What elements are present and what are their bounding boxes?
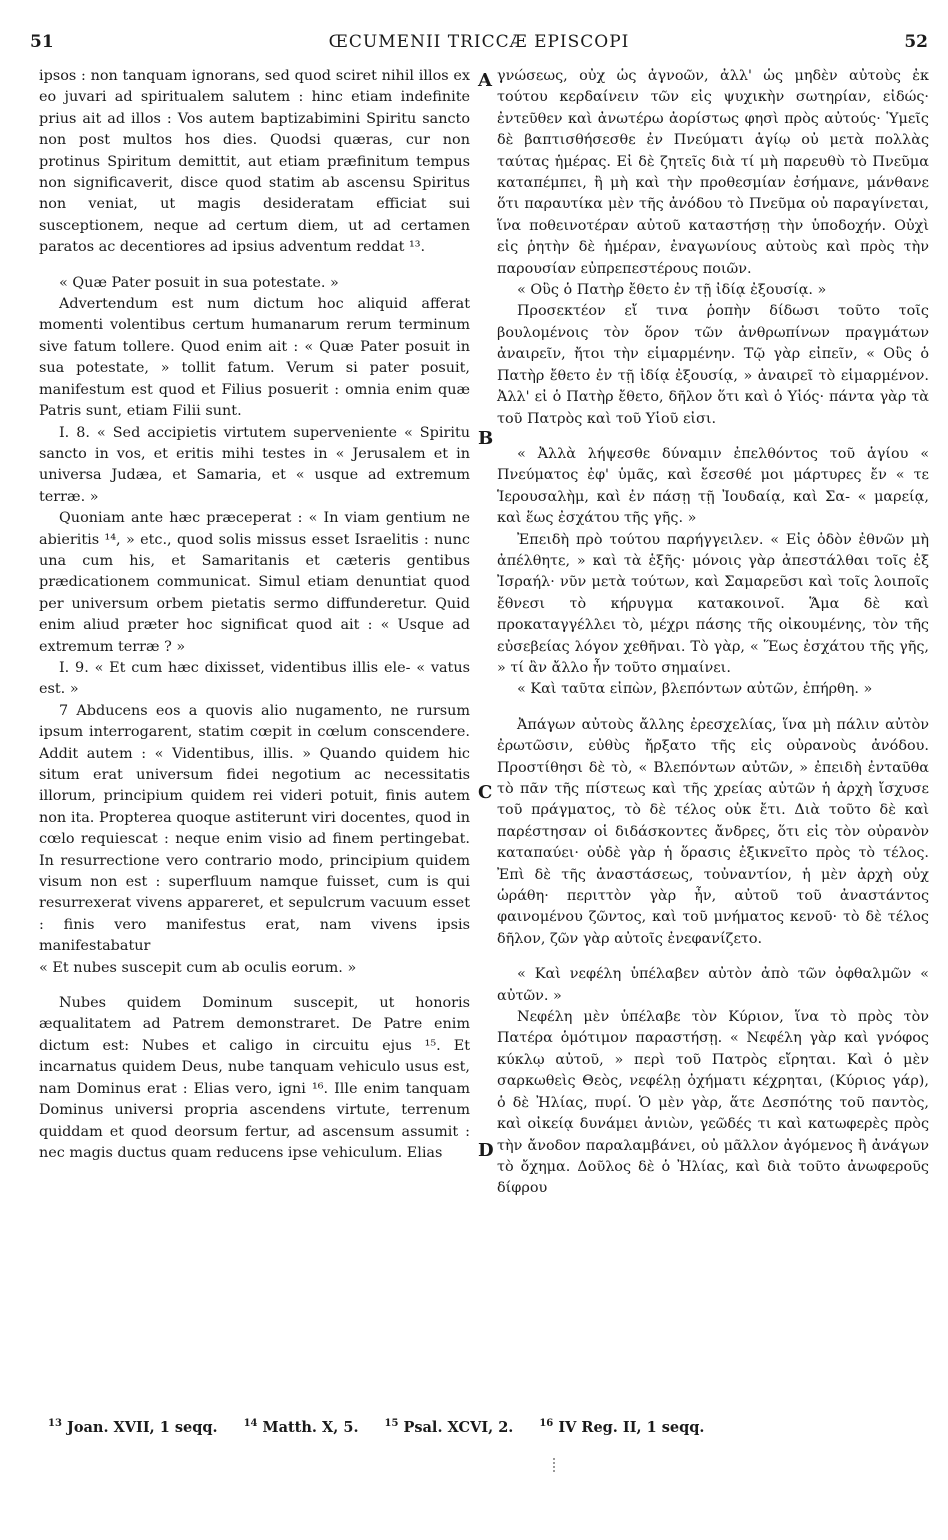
greek-paragraph: « Ἀλλὰ λήψεσθε δύναμιν ἐπελθόντος τοῦ ἁγίου « Πνεύματος ἐφ' ὑμᾶς, καὶ ἔσεσθέ μοι μάρτυρες ἔν « τε Ἱερουσαλὴμ, καὶ ἐν πάσῃ τῇ Ἰουδαίᾳ, καὶ Σα- « μαρείᾳ, καὶ ἕως ἐσχάτου τῆς γῆς. » (497, 445, 929, 527)
footnote-text: IV Reg. II, 1 seqq. (553, 1418, 705, 1436)
footnote (48, 1419, 218, 1436)
footnote-text: Joan. XVII, 1 seqq. (61, 1418, 218, 1436)
greek-column (497, 66, 929, 1200)
greek-paragraph: « Καὶ νεφέλη ὑπέλαβεν αὐτὸν ἀπὸ τῶν ὀφθαλμῶν « αὐτῶν. » (497, 966, 929, 1004)
latin-paragraph: I. 8. « Sed accipietis virtutem superveniente « Spiritu sancto in vos, et eritis mihi testes in « Jerusalem et in universa Judæa, et Samaria, et « usque ad extremum terræ. » (39, 424, 470, 505)
page-number-left: 51 (30, 32, 54, 52)
latin-column (39, 66, 470, 1164)
footnote-text: Psal. XCVI, 2. (398, 1418, 514, 1436)
greek-paragraph: Ἀπάγων αὐτοὺς ἄλλης ἐρεσχελίας, ἵνα μὴ πάλιν αὐτὸν ἐρωτῶσιν, εὐθὺς ἤρξατο τῆς εἰς οὐρανοὺς ἀνόδου. Προστίθησι δὲ τὸ, « Βλεπόντων αὐτῶν, » ἐπειδὴ ἐνταῦθα τὸ πᾶν τῆς πίστεως καὶ τῆς χρείας αὐτῶν ἡ ἀρχὴ ἴσχυσε τοῦ πράγματος, τὸ δὲ τέλος οὐκ ἔτι. Διὰ τοῦτο δὲ καὶ παρέστησαν οἱ διδάσκοντες ἄνδρες, ὅτι εἰς τὸν οὐρανὸν καταπαύει· οὐδὲ γὰρ ἡ ὅρασις ἐξικνεῖτο πρὸς τὸ τέλος. Ἐπὶ δὲ τῆς ἀναστάσεως, τοὐναντίον, ἡ μὲν ἀρχὴ οὐχ ὡράθη· περιττὸν γὰρ ἦν, αὐτοῦ τοῦ ἀναστάντος φαινομένου ζῶντος, καὶ τοῦ μνήματος κενοῦ· τὸ δὲ τέλος δῆλον, ζῶν γὰρ αὐτοῖς ἐνεφανίζετο. (497, 716, 929, 947)
greek-paragraph: γνώσεως, οὐχ ὡς ἀγνοῶν, ἀλλ' ὡς μηδὲν αὐτοὺς ἐκ τούτου κερδαίνειν τῶν εἰς ψυχικὴν σωτηρίαν, εἰδώς· ἐντεῦθεν καὶ ἀνωτέρω ἀορίστως φησὶ πρὸς αὐτούς· Ὑμεῖς δὲ βαπτισθήσεσθε ἐν Πνεύματι ἁγίῳ οὐ μετὰ πολλὰς ταύτας ἡμέρας. Εἰ δὲ ζητεῖς διὰ τί μὴ παρευθὺ τὸ Πνεῦμα καταπέμπει, ἢ μὴ καὶ τὴν προθεσμίαν ἐσήμανε, μάνθανε ὅτι παραυτίκα μὲν τῆς ἀνόδου τὸ Πνεῦμα οὐ παραγίνεται, ἵνα ποθεινοτέραν αὐτοῦ καταστήσῃ τὴν ὑποδοχήν. Οὐχὶ εἰς ῥητὴν δὲ ἡμέραν, ἐναγωνίους αὐτοὺς καὶ πρὸς τὴν παρουσίαν εὐπρεπεστέρους ποιῶν. (497, 68, 929, 277)
footnote (539, 1419, 704, 1436)
paragraph-gap (497, 950, 929, 964)
footnote-number: 13 (48, 1418, 62, 1429)
latin-paragraph: I. 9. « Et cum hæc dixisset, videntibus illis ele- « vatus est. » (39, 659, 470, 698)
footnote-text: Matth. X, 5. (257, 1418, 359, 1436)
latin-paragraph: ipsos : non tanquam ignorans, sed quod sciret nihil illos ex eo juvari ad spiritualem salutem : hinc etiam indefinite prius ait ad illos : Vos autem baptizabimini Spiritu sancto non post multos hos dies. Quodsi quæras, cur non protinus Spiritum demittit, aut etiam præfinitum tempus non significaverit, disce quod statim ab ascensu Spiritus non veniat, ut magis desideratam efficiat sui susceptionem, neque ad certum diem, ut ad certamen paratos ac decentiores ad ipsius adventum reddat ¹³. (39, 68, 470, 256)
paragraph-gap (39, 259, 470, 273)
running-title: ŒCUMENII TRICCÆ EPISCOPI (328, 32, 630, 52)
latin-paragraph: 7 Abducens eos a quovis alio nugamento, ne rursum ipsum interrogarent, statim cœpit in cœlum conscendere. Addit autem : « Videntibus, illis. » Quando quidem hic situm erat universum fidei negotium ac necessitatis illorum, principium quidem rei videri potuit, finis autem non ita. Propterea quoque astiterunt viri docentes, quod in cœlo requiescat : neque enim visio ad finem pertingebat. In resurrectione vero contrario modo, principium quidem visum non est : superfluum namque fuisset, cum is qui resurrexerat vivens appareret, et sepulcrum vacuum esset : finis vero manifestus erat, nam vivens ipsis manifestabatur (39, 702, 470, 955)
paragraph-gap (497, 701, 929, 715)
margin-marker-d: D (478, 1140, 494, 1161)
footnote-number: 14 (243, 1418, 258, 1429)
paragraph-gap (39, 979, 470, 993)
greek-paragraph: « Οὓς ὁ Πατὴρ ἔθετο ἐν τῇ ἰδίᾳ ἐξουσίᾳ. » (517, 282, 827, 299)
footnote-number: 16 (539, 1418, 554, 1429)
footnote-number: 15 (384, 1418, 399, 1429)
footnote (244, 1419, 359, 1436)
greek-paragraph: Ἐπειδὴ πρὸ τούτου παρήγγειλεν. « Εἰς ὁδὸν ἐθνῶν μὴ ἀπέλθητε, » καὶ τὰ ἑξῆς· μόνοις γὰρ ἀπεστάλθαι τοῖς ἐξ Ἰσραήλ· νῦν μετὰ τούτων, καὶ Σαμαρεῦσι καὶ τοῖς λοιποῖς ἔθνεσι τὸ κήρυγμα κατακοινοῖ. Ἅμα δὲ καὶ προκαταγγέλλει τὸ, μέχρι πάσης τῆς οἰκουμένης, τὸν τῆς εὐσεβείας λόγον χεθῆναι. Τὸ γὰρ, « Ἕως ἐσχάτου τῆς γῆς, » τί ἂν ἄλλο ἦν τοῦτο σημαίνει. (497, 531, 929, 676)
latin-paragraph: Nubes quidem Dominum suscepit, ut honoris æqualitatem ad Patrem demonstraret. De Patre enim dictum est: Nubes et caligo in circuitu ejus ¹⁵. Et incarnatus quidem Deus, nube tanquam vehiculo usus est, nam Dominus erat : Elias vero, igni ¹⁶. Ille enim tanquam Dominus universi propria ascendens virtute, terrenum quiddam et quod deorsum fertur, ad ascensum assumit : nec magis ductus quam reducens ipse vehiculum. Elias (39, 995, 470, 1161)
margin-marker-c: C (478, 782, 493, 803)
ink-smudge (553, 1458, 563, 1472)
running-header (30, 32, 928, 58)
greek-paragraph: « Καὶ ταῦτα εἰπὼν, βλεπόντων αὐτῶν, ἐπήρθη. » (517, 681, 873, 698)
greek-paragraph: Νεφέλη μὲν ὑπέλαβε τὸν Κύριον, ἵνα τὸ πρὸς τὸν Πατέρα ὁμότιμον παραστήσῃ. « Νεφέλη γὰρ καὶ γνόφος κύκλῳ αὐτοῦ, » περὶ τοῦ Πατρὸς εἴρηται. Καὶ ὁ μὲν σαρκωθεὶς Θεὸς, νεφέλῃ ὀχήματι κέχρηται, (Κύριος γάρ), ὁ δὲ Ἠλίας, πυρί. Ὁ μὲν γὰρ, ἅτε Δεσπότης τοῦ παντὸς, καὶ οἰκείᾳ δυνάμει ἀνιὼν, γεῶδές τι καὶ κατωφερὲς πρὸς τὴν ἄνοδον παραλαμβάνει, οὐ μᾶλλον ἀγόμενος ἢ ἀνάγων τὸ ὄχημα. Δοῦλος δὲ ὁ Ἠλίας, καὶ διὰ τοῦτο ἀνωφεροῦς δίφρου (497, 1009, 929, 1197)
page-number-right: 52 (904, 32, 928, 52)
paragraph-gap (497, 430, 929, 444)
margin-marker-a: A (478, 70, 492, 91)
latin-paragraph: « Et nubes suscepit cum ab oculis eorum. » (39, 959, 357, 976)
latin-paragraph: Advertendum est num dictum hoc aliquid afferat momenti volentibus certum humanarum rerum terminum sive fatum tollere. Quod enim ait : « Quæ Pater posuit in sua potestate, » tollit fatum. Verum si pater posuit, manifestum est quod et Filius posuerit : omnia enim quæ Patris sunt, etiam Filii sunt. (39, 296, 470, 420)
latin-paragraph: Quoniam ante hæc præceperat : « In viam gentium ne abieritis ¹⁴, » etc., quod solis missus esset Israelitis : nunc una cum his, et Samaritanis et cæteris gentibus prædicationem communicat. Simul etiam denuntiat quod per universum orbem pietatis sermo diffunderetur. Quid enim aliud præter hoc significat quod ait : « Usque ad extremum terræ ? » (39, 510, 470, 655)
margin-marker-b: B (478, 428, 494, 449)
latin-paragraph: « Quæ Pater posuit in sua potestate. » (59, 274, 339, 291)
greek-paragraph: Προσεκτέον εἴ τινα ῥοπὴν δίδωσι τοῦτο τοῖς βουλομένοις τὸν ὅρον τῶν ἀνθρωπίνων πραγμάτων ἀναιρεῖν, ἤτοι τὴν εἱμαρμένην. Τῷ γὰρ εἰπεῖν, « Οὓς ὁ Πατὴρ ἔθετο ἐν τῇ ἰδίᾳ ἐξουσίᾳ, » ἀναιρεῖ τὸ εἱμαρμένον. Ἀλλ' εἰ ὁ Πατὴρ ἔθετο, δῆλον ὅτι καὶ ὁ Υἱός· πάντα γὰρ τὰ τοῦ Πατρὸς καὶ τοῦ Υἱοῦ εἰσι. (497, 303, 929, 427)
footnotes (48, 1418, 928, 1436)
footnote (385, 1419, 514, 1436)
